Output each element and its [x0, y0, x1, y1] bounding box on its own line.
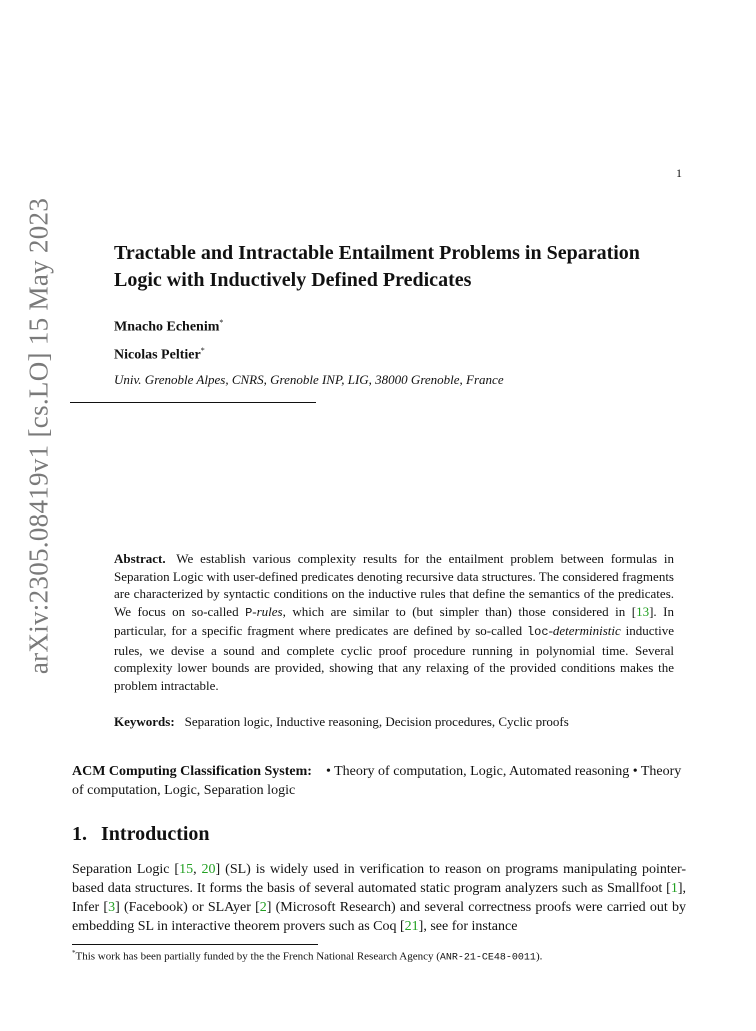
author-footnote-mark[interactable]: * [200, 346, 205, 355]
code-term: P [245, 605, 253, 620]
body-text: ] (SL) is widely used in verification to reason on programs manipulating pointer-based data structures. It forms the basis of several automated static program analyzers such as Smallfoot [ [72, 862, 687, 896]
arxiv-identifier: arXiv:2305.08419v1 [cs.LO] 15 May 2023 [23, 197, 54, 675]
citation-link[interactable]: 2 [259, 900, 267, 915]
body-text: ], Infer [ [72, 881, 686, 915]
citation-link[interactable]: 3 [108, 900, 116, 915]
citation-link[interactable]: 1 [670, 881, 678, 896]
body-text: , [193, 862, 202, 877]
citation-link[interactable]: 13 [636, 603, 650, 619]
author-2 [114, 346, 205, 364]
paper-title: Tractable and Intractable Entailment Problems in Separation Logic with Inductively Defined Predicates [114, 242, 640, 291]
keywords [114, 714, 569, 730]
header-divider [70, 402, 316, 403]
arxiv-sidebar [18, 186, 60, 686]
body-text: ] (Microsoft Research) and several correctness proofs were carried out by embedding SL in interactive theorem provers such as Coq [ [72, 900, 687, 934]
author-footnote-mark[interactable]: * [219, 318, 224, 327]
body-text: Separation Logic [ [72, 862, 180, 877]
citation-link[interactable]: 21 [404, 919, 419, 934]
page-number: 1 [676, 166, 682, 180]
abstract-text: ]. In particular, for a specific fragment where predicates are defined by so-called [114, 603, 674, 638]
footnote-text-end: ). [535, 950, 543, 963]
footnote [72, 949, 686, 964]
abstract-text: , which are similar to (but simpler than) those considered in [ [282, 603, 637, 619]
citation-link[interactable]: 20 [201, 862, 216, 877]
footnote-text: This work has been partially funded by the the French National Research Agency ( [75, 950, 440, 963]
section-title: Introduction [101, 823, 210, 845]
author-name: Mnacho Echenim [114, 319, 220, 335]
affiliation: Univ. Grenoble Alpes, CNRS, Grenoble INP, LIG, 38000 Grenoble, France [114, 372, 504, 387]
author-1 [114, 318, 223, 336]
author-name: Nicolas Peltier [114, 347, 201, 363]
italic-term: -deterministic [548, 623, 621, 638]
abstract [114, 550, 674, 694]
abstract-text: inductive rules, we devise a sound and complete cyclic proof procedure running in polynomial time. Several complexity lower bounds are provided, showing that any relaxing of the provided conditions makes the problem intractable. [114, 623, 674, 693]
section-number: 1. [72, 823, 87, 845]
keywords-label: Keywords: [114, 714, 175, 729]
body-text: ] (Facebook) or SLAyer [ [115, 900, 260, 915]
footnote-divider [72, 944, 318, 945]
acm-text: • Theory of computation, Logic, Automated reasoning • Theory of computation, Logic, Separation logic [72, 764, 682, 798]
italic-term: -rules [252, 603, 283, 619]
section-heading [72, 823, 210, 846]
code-term: loc [526, 625, 549, 639]
acm-classification [72, 762, 686, 800]
grant-code: ANR-21-CE48-0011 [439, 952, 536, 964]
intro-paragraph [72, 860, 686, 936]
citation-link[interactable]: 15 [179, 862, 194, 877]
body-text: ], see for instance [418, 919, 518, 934]
abstract-text: We establish various complexity results for the entailment problem between formulas in Separation Logic with user-defined predicates denoting recursive data structures. The considered fragments are characterized by syntactic conditions on the inductive rules that define the semantics of the predicates. We focus on so-called [114, 551, 675, 619]
abstract-label: Abstract. [114, 551, 166, 566]
keywords-text: Separation logic, Inductive reasoning, Decision procedures, Cyclic proofs [184, 714, 569, 729]
acm-label: ACM Computing Classification System: [72, 764, 312, 779]
footnote-mark: * [72, 949, 76, 957]
